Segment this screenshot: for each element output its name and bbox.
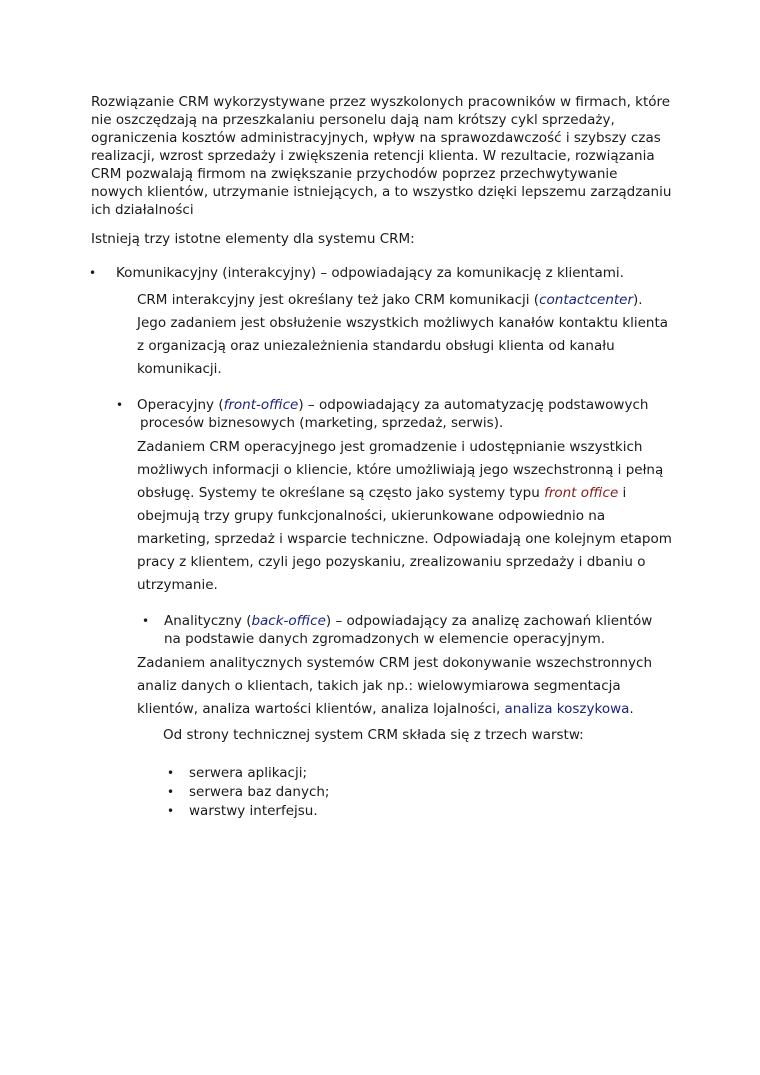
operacyjny-heading — [137, 396, 677, 432]
desc-text: obsługę. Systemy te określane są często jako systemy typu — [137, 485, 545, 501]
front-office-term: front office — [544, 485, 619, 501]
operacyjny-desc-line — [137, 482, 677, 505]
intro-line: nowych klientów, utrzymanie istniejących, a to wszystko dzięki lepszemu zarządzaniu — [91, 184, 672, 200]
technical-intro: Od strony technicznej system CRM składa się z trzech warstw: — [163, 727, 584, 743]
desc-text: i — [618, 485, 627, 501]
layer-item: serwera aplikacji; — [189, 765, 308, 781]
bullet-icon: • — [167, 804, 175, 818]
komunikacyjny-description — [137, 289, 677, 381]
bullet-icon: • — [167, 766, 175, 780]
heading-text: ) – odpowiadający za automatyzację podstawowych — [298, 397, 649, 413]
analityczny-description — [137, 652, 677, 721]
heading-text: Analityczny ( — [164, 613, 252, 629]
layer-item: serwera baz danych; — [189, 784, 330, 800]
operacyjny-desc-line: utrzymanie. — [137, 577, 218, 593]
heading-text: Operacyjny ( — [137, 397, 224, 413]
komunikacyjny-desc-line: Jego zadaniem jest obsłużenie wszystkich możliwych kanałów kontaktu klienta — [137, 315, 669, 331]
operacyjny-desc-line: pracy z klientem, czyli jego pozyskaniu, zrealizowaniu sprzedaży i dbaniu o — [137, 554, 646, 570]
intro-line: ograniczenia kosztów administracyjnych, wpływ na sprawozdawczość i szybszy czas — [91, 130, 661, 146]
bullet-icon: • — [167, 785, 175, 799]
heading-text: ) – odpowiadający za analizę zachowań klientów — [325, 613, 653, 629]
back-office-term: back-office — [251, 613, 326, 629]
elements-intro: Istnieją trzy istotne elementy dla systemu CRM: — [91, 231, 415, 247]
desc-text: klientów, analiza wartości klientów, analiza lojalności, — [137, 701, 505, 717]
operacyjny-desc-line: możliwych informacji o kliencie, które umożliwiają jego wszechstronną i pełną — [137, 462, 664, 478]
operacyjny-heading-line: procesów biznesowych (marketing, sprzedaż, serwis). — [140, 415, 504, 431]
bullet-icon: • — [116, 398, 124, 412]
komunikacyjny-desc-line: z organizacją oraz uniezależnienia standardu obsługi klienta od kanału — [137, 338, 615, 354]
intro-paragraph — [91, 93, 681, 219]
komunikacyjny-desc-line — [137, 289, 677, 312]
desc-text: . — [629, 701, 634, 717]
contactcenter-term: contactcenter — [539, 292, 634, 308]
front-office-term: front-office — [223, 397, 299, 413]
desc-text: ). — [633, 292, 643, 308]
operacyjny-desc-line: obejmują trzy grupy funkcjonalności, ukierunkowane odpowiednio na — [137, 508, 606, 524]
intro-line: ich działalności — [91, 202, 194, 218]
analityczny-heading-line: na podstawie danych zgromadzonych w elemencie operacyjnym. — [164, 631, 606, 647]
layer-item: warstwy interfejsu. — [189, 803, 318, 819]
operacyjny-desc-line: marketing, sprzedaż i wsparcie techniczne. Odpowiadają one kolejnym etapom — [137, 531, 672, 547]
bullet-icon: • — [89, 266, 97, 280]
analityczny-heading-line — [164, 612, 684, 630]
analityczny-desc-line: Zadaniem analitycznych systemów CRM jest dokonywanie wszechstronnych — [137, 655, 652, 671]
komunikacyjny-heading: Komunikacyjny (interakcyjny) – odpowiadający za komunikację z klientami. — [116, 265, 624, 281]
komunikacyjny-desc-line: komunikacji. — [137, 361, 222, 377]
operacyjny-desc-line: Zadaniem CRM operacyjnego jest gromadzenie i udostępnianie wszystkich — [137, 439, 643, 455]
bullet-icon: • — [142, 614, 150, 628]
analityczny-desc-line — [137, 698, 677, 721]
intro-line: CRM pozwalają firmom na zwiększanie przychodów poprzez przechwytywanie — [91, 166, 618, 182]
intro-line: Rozwiązanie CRM wykorzystywane przez wyszkolonych pracowników w firmach, które — [91, 94, 671, 110]
intro-line: realizacji, wzrost sprzedaży i zwiększenia retencji klienta. W rezultacie, rozwiązania — [91, 148, 655, 164]
operacyjny-heading-line — [137, 396, 677, 414]
analityczny-desc-line: analiz danych o klientach, takich jak np.: wielowymiarowa segmentacja — [137, 678, 621, 694]
analityczny-heading — [164, 612, 684, 648]
desc-text: CRM interakcyjny jest określany też jako CRM komunikacji ( — [137, 292, 540, 308]
operacyjny-description — [137, 436, 677, 597]
intro-line: nie oszczędzają na przeszkalaniu personelu dają nam krótszy cykl sprzedaży, — [91, 112, 615, 128]
analiza-koszykowa-link[interactable]: analiza koszykowa — [504, 701, 630, 717]
